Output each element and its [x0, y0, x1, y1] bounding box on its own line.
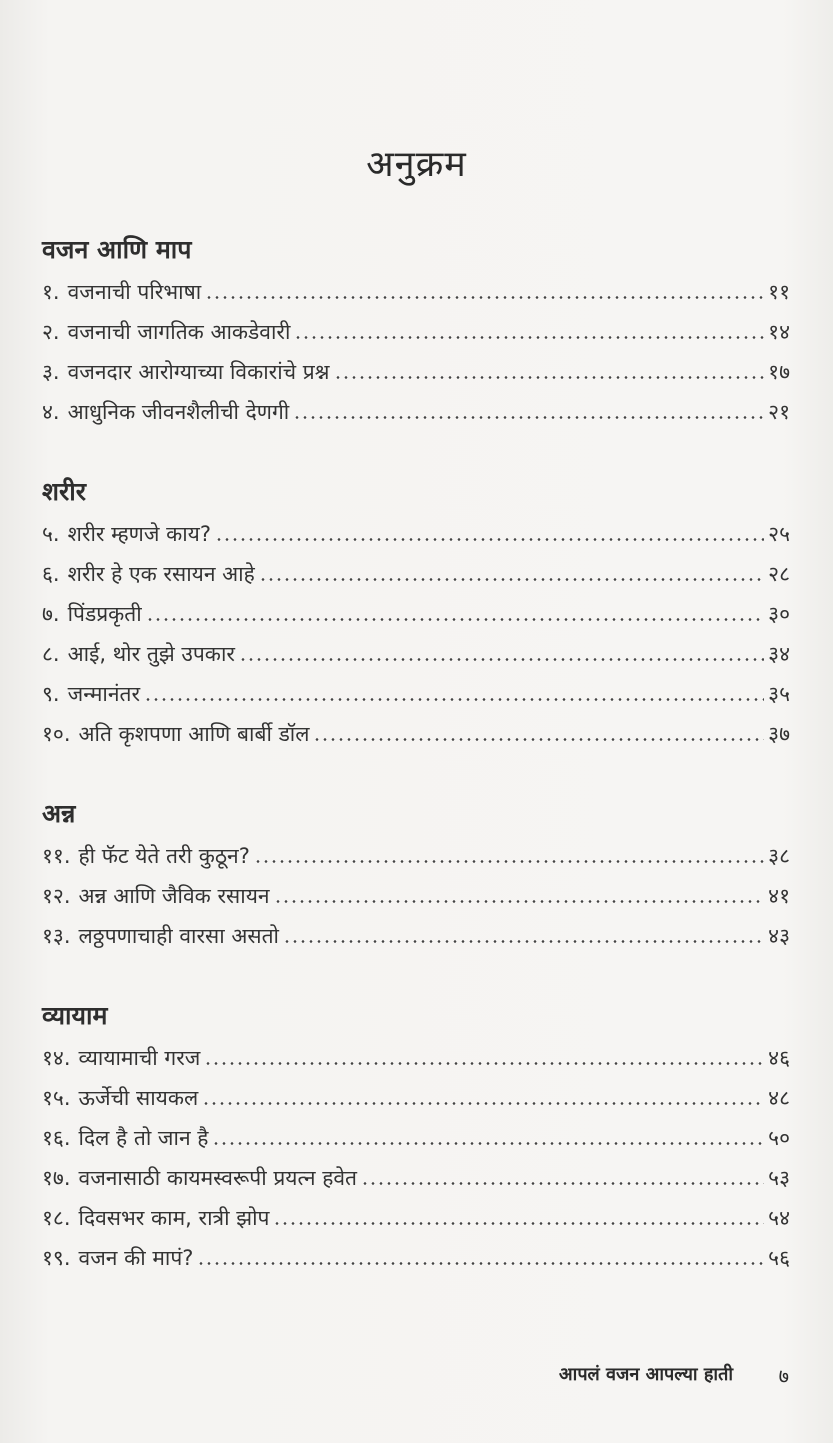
entry-page-number: ११ [768, 280, 790, 304]
entry-title: वजनाची परिभाषा [67, 280, 202, 304]
dot-leader [283, 940, 764, 943]
entry-page-number: ३७ [768, 722, 790, 746]
entry-title: वजनदार आरोग्याच्या विकारांचे प्रश्न [67, 360, 330, 384]
page-footer [0, 1362, 833, 1392]
entry-number: १६. [42, 1126, 71, 1150]
toc-entry [42, 916, 790, 956]
entry-page-number: ३५ [768, 682, 790, 706]
toc-entry [42, 352, 790, 392]
toc-entry [42, 312, 790, 352]
toc-entry [42, 1158, 790, 1198]
entry-page-number: १४ [768, 320, 790, 344]
toc-entry [42, 714, 790, 754]
toc-entry [42, 514, 790, 554]
dot-leader [146, 618, 764, 621]
entry-number: १८. [42, 1206, 71, 1230]
toc-entry [42, 272, 790, 312]
entry-number: १४. [42, 1046, 71, 1070]
section-heading: व्यायाम [42, 1001, 108, 1030]
dot-leader [205, 296, 764, 299]
entry-number: ६. [42, 562, 60, 586]
toc-entry [42, 634, 790, 674]
toc-entry [42, 594, 790, 634]
entry-page-number: ५६ [768, 1246, 790, 1270]
toc-entry [42, 1198, 790, 1238]
entry-title: पिंडप्रकृती [67, 602, 142, 626]
entry-page-number: ४६ [768, 1046, 790, 1070]
entry-title: दिल है तो जान है [78, 1126, 209, 1150]
table-of-contents [42, 232, 790, 1320]
dot-leader [361, 1182, 764, 1185]
section-heading: वजन आणि माप [42, 235, 192, 264]
dot-leader [334, 376, 765, 379]
toc-section [42, 998, 790, 1278]
dot-leader [259, 578, 764, 581]
entry-number: ५. [42, 522, 60, 546]
entry-number: १५. [42, 1086, 71, 1110]
toc-entry [42, 836, 790, 876]
toc-section [42, 796, 790, 956]
entry-title: आधुनिक जीवनशैलीची देणगी [67, 400, 290, 424]
entry-title: अति कृशपणा आणि बार्बी डॉल [78, 722, 310, 746]
entry-number: ४. [42, 400, 60, 424]
dot-leader [212, 1142, 764, 1145]
entry-page-number: ३८ [768, 844, 790, 868]
entry-page-number: २५ [768, 522, 790, 546]
entry-page-number: ३० [768, 602, 790, 626]
dot-leader [239, 658, 764, 661]
entry-number: १२. [42, 884, 71, 908]
toc-entry [42, 1238, 790, 1278]
entry-page-number: ३४ [768, 642, 790, 666]
toc-entry [42, 392, 790, 432]
entry-title: जन्मानंतर [67, 682, 141, 706]
dot-leader [204, 1062, 764, 1065]
toc-section [42, 232, 790, 432]
section-heading: अन्न [42, 799, 76, 828]
entry-number: १. [42, 280, 60, 304]
entry-title: शरीर म्हणजे काय? [67, 522, 212, 546]
entry-title: ही फॅट येते तरी कुठून? [78, 844, 250, 868]
toc-entry [42, 1078, 790, 1118]
entry-title: अन्न आणि जैविक रसायन [78, 884, 270, 908]
entry-title: वजनाची जागतिक आकडेवारी [67, 320, 291, 344]
dot-leader [294, 336, 764, 339]
entry-title: आई, थोर तुझे उपकार [67, 642, 235, 666]
entry-number: १०. [42, 722, 71, 746]
dot-leader [144, 698, 764, 701]
entry-number: ११. [42, 844, 71, 868]
dot-leader [273, 1222, 764, 1225]
toc-section [42, 474, 790, 754]
entry-title: दिवसभर काम, रात्री झोप [78, 1206, 270, 1230]
toc-entry [42, 554, 790, 594]
entry-title: वजनासाठी कायमस्वरूपी प्रयत्न हवेत [78, 1166, 358, 1190]
entry-page-number: २८ [768, 562, 790, 586]
entry-title: शरीर हे एक रसायन आहे [67, 562, 255, 586]
entry-page-number: २१ [768, 400, 790, 424]
dot-leader [274, 900, 765, 903]
entry-number: १९. [42, 1246, 71, 1270]
entry-title: लठ्ठपणाचाही वारसा असतो [78, 924, 279, 948]
entry-page-number: १७ [768, 360, 790, 384]
dot-leader [313, 738, 764, 741]
dot-leader [202, 1102, 764, 1105]
dot-leader [254, 860, 764, 863]
dot-leader [197, 1262, 764, 1265]
toc-entry [42, 674, 790, 714]
footer-page-number: ७ [778, 1364, 789, 1388]
dot-leader [215, 538, 764, 541]
entry-number: २. [42, 320, 60, 344]
entry-page-number: ४३ [768, 924, 790, 948]
toc-entry [42, 1118, 790, 1158]
toc-entry [42, 876, 790, 916]
toc-entry [42, 1038, 790, 1078]
entry-number: ८. [42, 642, 60, 666]
section-heading: शरीर [42, 477, 86, 506]
entry-page-number: ५० [768, 1126, 790, 1150]
entry-title: व्यायामाची गरज [78, 1046, 201, 1070]
entry-number: १७. [42, 1166, 71, 1190]
entry-number: १३. [42, 924, 71, 948]
dot-leader [293, 416, 764, 419]
entry-title: वजन की मापं? [78, 1246, 194, 1270]
entry-title: ऊर्जेची सायकल [78, 1086, 199, 1110]
footer-book-title: आपलं वजन आपल्या हाती [558, 1364, 733, 1385]
entry-page-number: ४८ [768, 1086, 790, 1110]
entry-number: ७. [42, 602, 60, 626]
page-title: अनुक्रम [366, 144, 467, 185]
entry-page-number: ४१ [768, 884, 790, 908]
entry-page-number: ५३ [768, 1166, 790, 1190]
entry-page-number: ५४ [768, 1206, 790, 1230]
entry-number: ३. [42, 360, 60, 384]
entry-number: ९. [42, 682, 60, 706]
